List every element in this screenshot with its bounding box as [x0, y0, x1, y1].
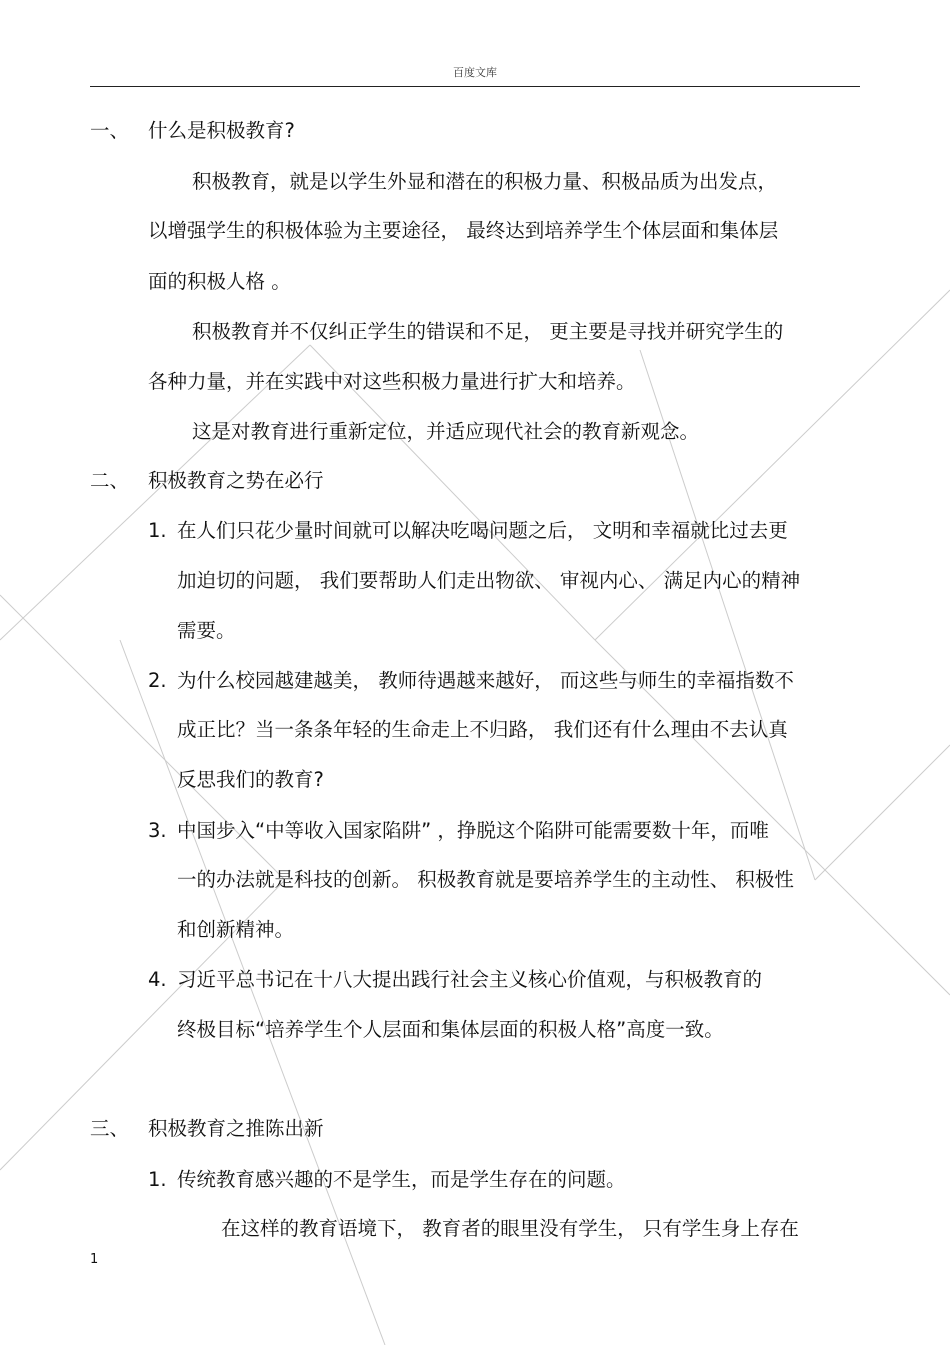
- list-item-line: 为什么校园越建越美， 教师待遇越来越好， 而这些与师生的幸福指数不: [177, 669, 794, 692]
- list-item-line: 需要。: [177, 619, 236, 642]
- paragraph-line: 各种力量，并在实践中对这些积极力量进行扩大和培养。: [148, 370, 636, 393]
- section-3-marker: 三、: [90, 1117, 130, 1140]
- list-number: 1.: [148, 1168, 167, 1191]
- section-1-title: 什么是积极教育?: [148, 119, 295, 142]
- list-number: 2.: [148, 669, 167, 692]
- list-item-line: 在人们只花少量时间就可以解决吃喝问题之后， 文明和幸福就比过去更: [177, 519, 788, 542]
- list-number: 3.: [148, 819, 167, 842]
- paragraph-line: 在这样的教育语境下， 教育者的眼里没有学生， 只有学生身上存在: [221, 1217, 799, 1240]
- list-number: 4.: [148, 968, 167, 991]
- paragraph-line: 积极教育，就是以学生外显和潜在的积极力量、积极品质为出发点，: [192, 170, 778, 193]
- header-rule: [90, 86, 860, 87]
- paragraph-line: 以增强学生的积极体验为主要途径， 最终达到培养学生个体层面和集体层: [148, 219, 779, 242]
- header-title: 百度文库: [453, 66, 497, 79]
- section-1-marker: 一、: [90, 119, 130, 142]
- list-item-line: 传统教育感兴趣的不是学生，而是学生存在的问题。: [177, 1168, 626, 1191]
- list-item-line: 反思我们的教育?: [177, 768, 324, 791]
- list-item-line: 习近平总书记在十八大提出践行社会主义核心价值观，与积极教育的: [177, 968, 763, 991]
- page-number: 1: [90, 1252, 99, 1267]
- section-3-title: 积极教育之推陈出新: [148, 1117, 324, 1140]
- list-number: 1.: [148, 519, 167, 542]
- paragraph-line: 积极教育并不仅纠正学生的错误和不足， 更主要是寻找并研究学生的: [192, 320, 784, 343]
- paragraph-line: 面的积极人格 。: [148, 270, 291, 293]
- list-item-line: 中国步入“中等收入国家陷阱” ，挣脱这个陷阱可能需要数十年，而唯: [177, 819, 769, 842]
- paragraph-line: 这是对教育进行重新定位，并适应现代社会的教育新观念。: [192, 420, 700, 443]
- list-item-line: 成正比？当一条条年轻的生命走上不归路， 我们还有什么理由不去认真: [177, 718, 788, 741]
- list-item-line: 和创新精神。: [177, 918, 295, 941]
- list-item-line: 加迫切的问题， 我们要帮助人们走出物欲、 审视内心、 满足内心的精神: [177, 569, 801, 592]
- list-item-line: 终极目标“培养学生个人层面和集体层面的积极人格”高度一致。: [177, 1018, 724, 1041]
- list-item-line: 一的办法就是科技的创新。 积极教育就是要培养学生的主动性、 积极性: [177, 868, 794, 891]
- section-2-title: 积极教育之势在必行: [148, 469, 324, 492]
- section-2-marker: 二、: [90, 469, 130, 492]
